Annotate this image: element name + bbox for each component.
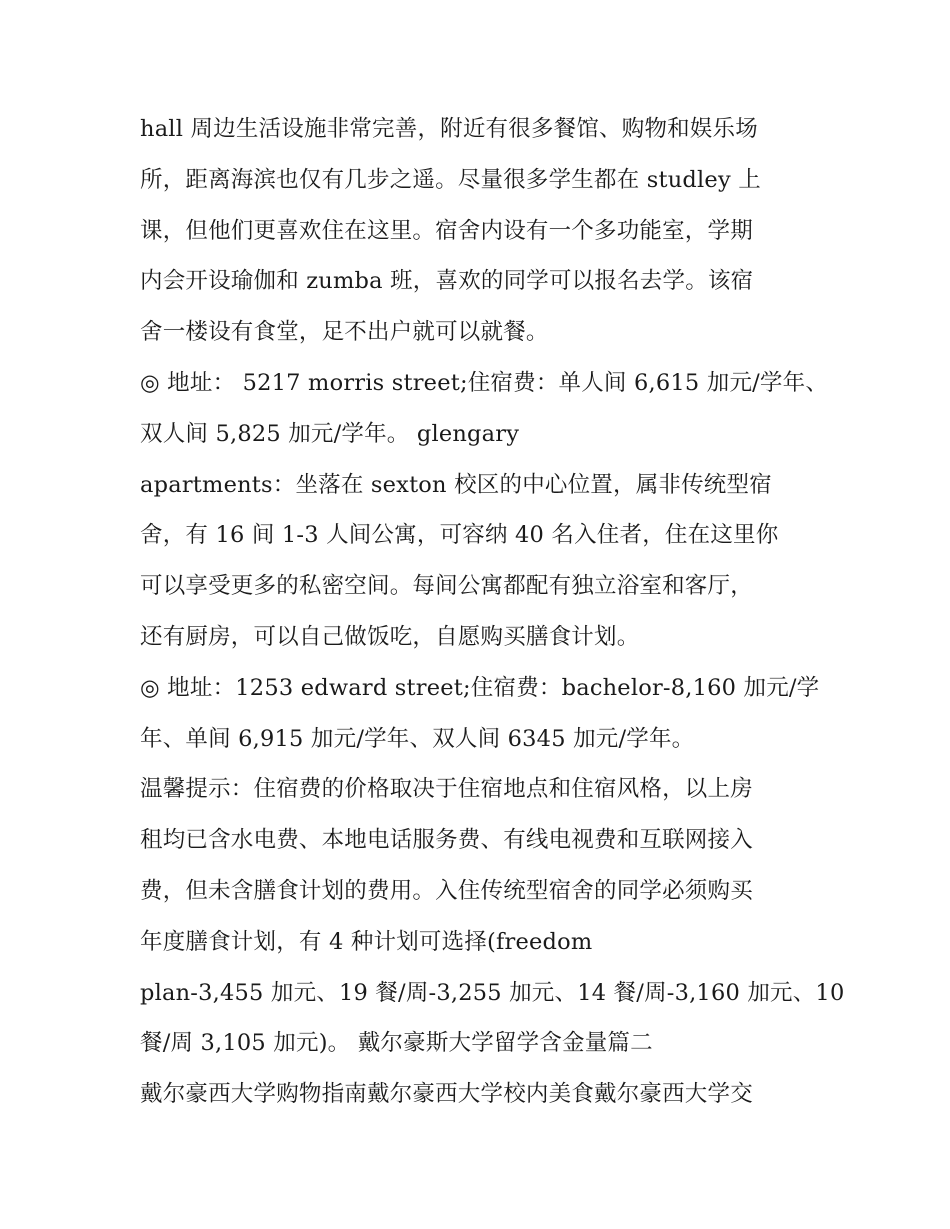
- text-line: 所，距离海滨也仅有几步之遥。尽量很多学生都在 studley 上: [140, 166, 761, 193]
- text-line: 费，但未含膳食计划的费用。入住传统型宿舍的同学必须购买: [140, 877, 753, 904]
- text-line: 课，但他们更喜欢住在这里。宿舍内设有一个多功能室，学期: [140, 217, 753, 244]
- text-line: 年度膳食计划，有 4 种计划可选择(freedom: [140, 928, 593, 955]
- text-line: 双人间 5,825 加元/学年。 glengary: [140, 420, 520, 447]
- body-text: [140, 104, 845, 1120]
- text-line: plan-3,455 加元、19 餐/周-3,255 加元、14 餐/周-3,160 加元、10: [140, 979, 845, 1006]
- text-line: 舍，有 16 间 1-3 人间公寓，可容纳 40 名入住者，住在这里你: [140, 522, 779, 549]
- text-line: 舍一楼设有食堂，足不出户就可以就餐。: [140, 319, 549, 346]
- address-line: ◎ 地址：1253 edward street;住宿费：bachelor-8,160 加元/学: [140, 674, 820, 701]
- text-line: 戴尔豪西大学购物指南戴尔豪西大学校内美食戴尔豪西大学交: [140, 1081, 753, 1108]
- address-line: ◎ 地址： 5217 morris street;住宿费：单人间 6,615 加元/学年、: [140, 369, 829, 396]
- text-line: 内会开设瑜伽和 zumba 班，喜欢的同学可以报名去学。该宿: [140, 268, 754, 295]
- text-line: 租均已含水电费、本地电话服务费、有线电视费和互联网接入: [140, 827, 753, 854]
- text-line: 可以享受更多的私密空间。每间公寓都配有独立浴室和客厅，: [140, 573, 753, 600]
- text-line: apartments：坐落在 sexton 校区的中心位置，属非传统型宿: [140, 471, 772, 498]
- text-line: hall 周边生活设施非常完善，附近有很多餐馆、购物和娱乐场: [140, 116, 758, 142]
- text-line: 年、单间 6,915 加元/学年、双人间 6345 加元/学年。: [140, 725, 695, 752]
- text-line: 还有厨房，可以自己做饭吃，自愿购买膳食计划。: [140, 623, 640, 650]
- text-line: 餐/周 3,105 加元)。 戴尔豪斯大学留学含金量篇二: [140, 1030, 653, 1057]
- tip-line: 温馨提示：住宿费的价格取决于住宿地点和住宿风格，以上房: [140, 776, 753, 803]
